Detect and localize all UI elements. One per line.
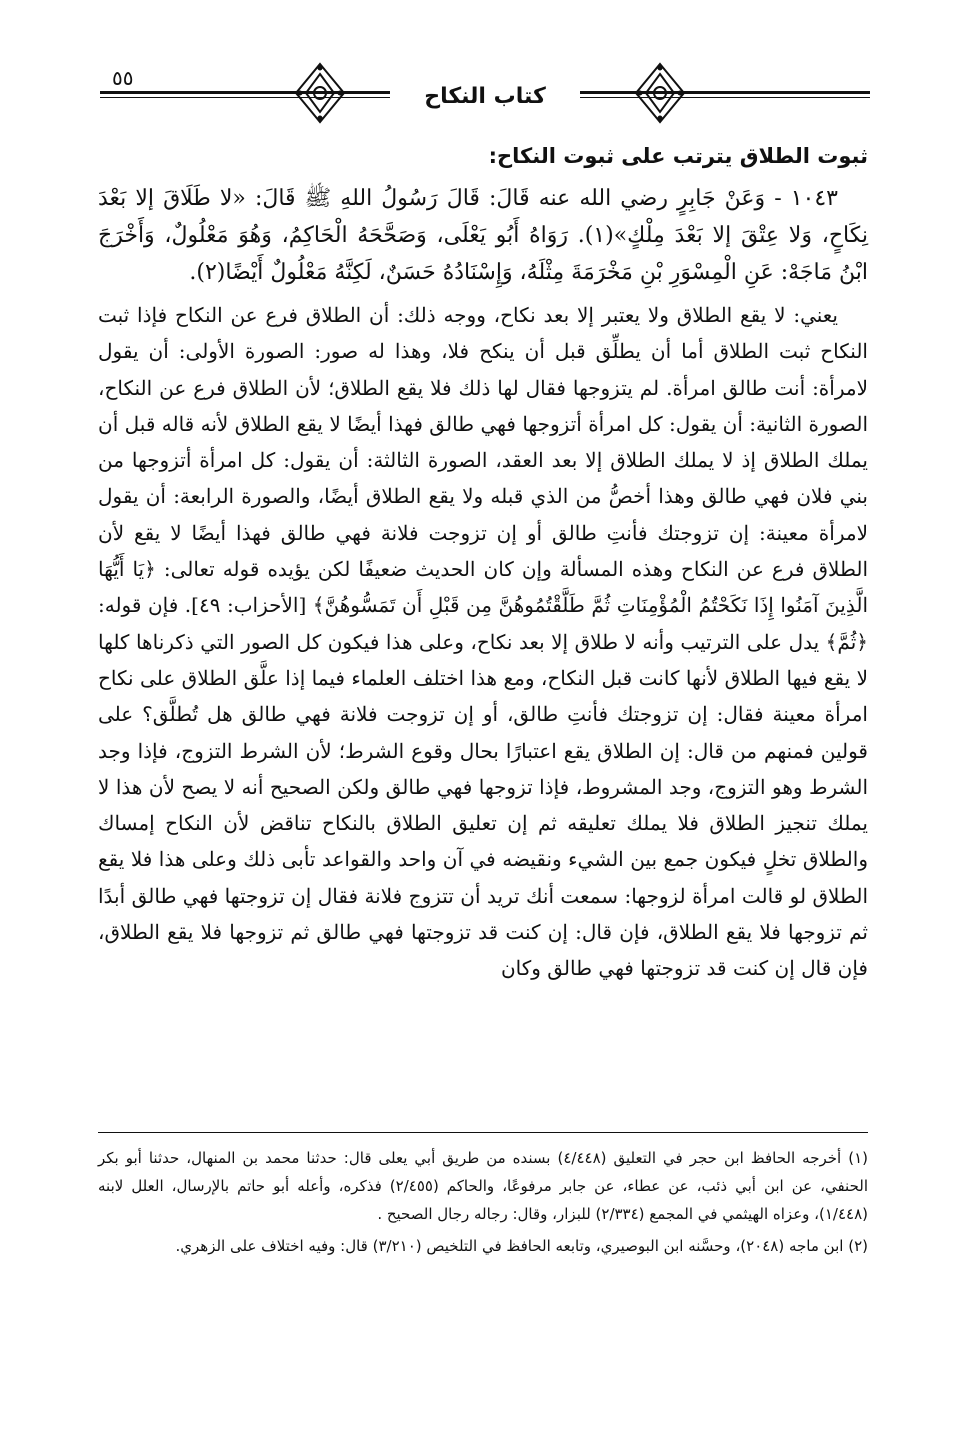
ornament-left-icon <box>290 58 350 128</box>
running-title: كتاب النكاح <box>424 84 546 109</box>
footnotes <box>98 1144 868 1264</box>
ornament-right-icon <box>630 58 690 128</box>
footnote-1: (١) أخرجه الحافظ ابن حجر في التعليق (٤/٤٤٨) بسنده من طريق أبي يعلى قال: حدثنا محمد بن المنهال، حدثنا أبو بكر الحنفي، عن ابن أبي ذئب، عن عطاء، عن جابر مرفوعًا، والحاكم (٢/٤٥٥) فذكره، وأعله أبو حاتم بالإرسال، العلل لابنه (١/٤٤٨)، وعزاه الهيثمي في المجمع (٢/٣٣٤) للبزار، وقال: رجاله رجال الصحيح . <box>98 1149 869 1223</box>
main-content <box>98 138 868 987</box>
page-number: ٥٥ <box>106 66 139 90</box>
title-box <box>390 76 580 120</box>
footnote-divider <box>98 1132 868 1133</box>
section-heading: ثبوت الطلاق يترتب على ثبوت النكاح: <box>488 144 868 168</box>
hadith-text: ١٠٤٣ - وَعَنْ جَابِرٍ رضي الله عنه قَالَ: قَالَ رَسُولُ اللهِ ﷺ قَالَ: «لا طَلَاقَ إلا بَعْدَ نِكَاحٍ، وَلا عِتْقَ إلا بَعْدَ مِلْكٍ»(١). رَوَاهُ أَبُو يَعْلَى، وَصَحَّحَهُ الْحَاكِمُ، وَهُوَ مَعْلُولٌ، وَأَخْرَجَ ابْنُ مَاجَهْ: عَنِ الْمِسْوَرِ بْنِ مَخْرَمَةَ مِثْلَهُ، وَإِسْنَادُهُ حَسَنٌ، لَكِنَّهُ مَعْلُولٌ أَيْضًا(٢). <box>98 186 868 285</box>
commentary-paragraph: يعني: لا يقع الطلاق ولا يعتبر إلا بعد نكاح، ووجه ذلك: أن الطلاق فرع عن النكاح فإذا ثبت النكاح ثبت الطلاق أما أن يطلِّق قبل أن ينكح فلا، وهذا له صور: الصورة الأولى: أن يقول لامرأة: أنت طالق امرأة. لم يتزوجها فقال لها ذلك فلا يقع الطلاق؛ لأن الطلاق فرع عن النكاح، الصورة الثانية: أن يقول: كل امرأة أتزوجها فهي طالق فهذا أيضًا لا يقع الطلاق لأنه قاله قبل أن يملك الطلاق إذ لا يملك الطلاق إلا بعد العقد، الصورة الثالثة: أن يقول: كل امرأة أتزوجها من بني فلان فهي طالق وهذا أخصُّ من الذي قبله ولا يقع الطلاق أيضًا، والصورة الرابعة: أن يقول لامرأة معينة: إن تزوجتك فأنتِ طالق أو إن تزوجت فلانة فهي طالق فهذا أيضًا لا يقع لأن الطلاق فرع عن النكاح وهذه المسألة وإن كان الحديث ضعيفًا لكن يؤيده قوله تعالى: ﴿يَا أَيُّهَا الَّذِينَ آمَنُوا إِذَا نَكَحْتُمُ الْمُؤْمِنَاتِ ثُمَّ طَلَّقْتُمُوهُنَّ مِن قَبْلِ أَن تَمَسُّوهُنَّ﴾ [الأحزاب: ٤٩]. فإن قوله: ﴿ثُمَّ﴾ يدل على الترتيب وأنه لا طلاق إلا بعد نكاح، وعلى هذا فيكون كل الصور التي ذكرناها كلها لا يقع فيها الطلاق لأنها كانت قبل النكاح، ومع هذا اختلف العلماء فيما إذا علَّق الطلاق على نكاح امرأة معينة فقال: إن تزوجتك فأنتِ طالق، أو إن تزوجت فلانة فهي طالق هل تُطلَّق؟ على قولين فمنهم من قال: إن الطلاق يقع اعتبارًا بحال وقوع الشرط؛ لأن الشرط التزوج، فإذا وجد الشرط وهو التزوج، وجد المشروط، فإذا تزوجها فهي طالق ولكن الصحيح أنه لا يصح لأن هذا لا يملك تنجيز الطلاق فلا يملك تعليقه ثم إن تعليق الطلاق بالنكاح تناقض لأن النكاح إمساك والطلاق تخلٍ فيكون جمع بين الشيء ونقيضه في آن واحد والقواعد تأبى ذلك وعلى هذا فلا يقع الطلاق لو قالت امرأة لزوجها: سمعت أنك تريد أن تتزوج فلانة فقال إن تزوجتها فهي طالق أبدًا ثم تزوجها فلا يقع الطلاق، فإن قال: إن كنت قد تزوجتها فهي طالق ثم تزوجها فلا يقع الطلاق، فإن قال إن كنت قد تزوجتها فهي طالق وكان <box>98 303 868 981</box>
footnote-2: (٢) ابن ماجه (٢٠٤٨)، وحسَّنه ابن البوصيري، وتابعه الحافظ في التلخيص (٣/٢١٠) قال: وفيه اختلاف على الزهري. <box>175 1237 868 1255</box>
page-header <box>100 58 870 128</box>
